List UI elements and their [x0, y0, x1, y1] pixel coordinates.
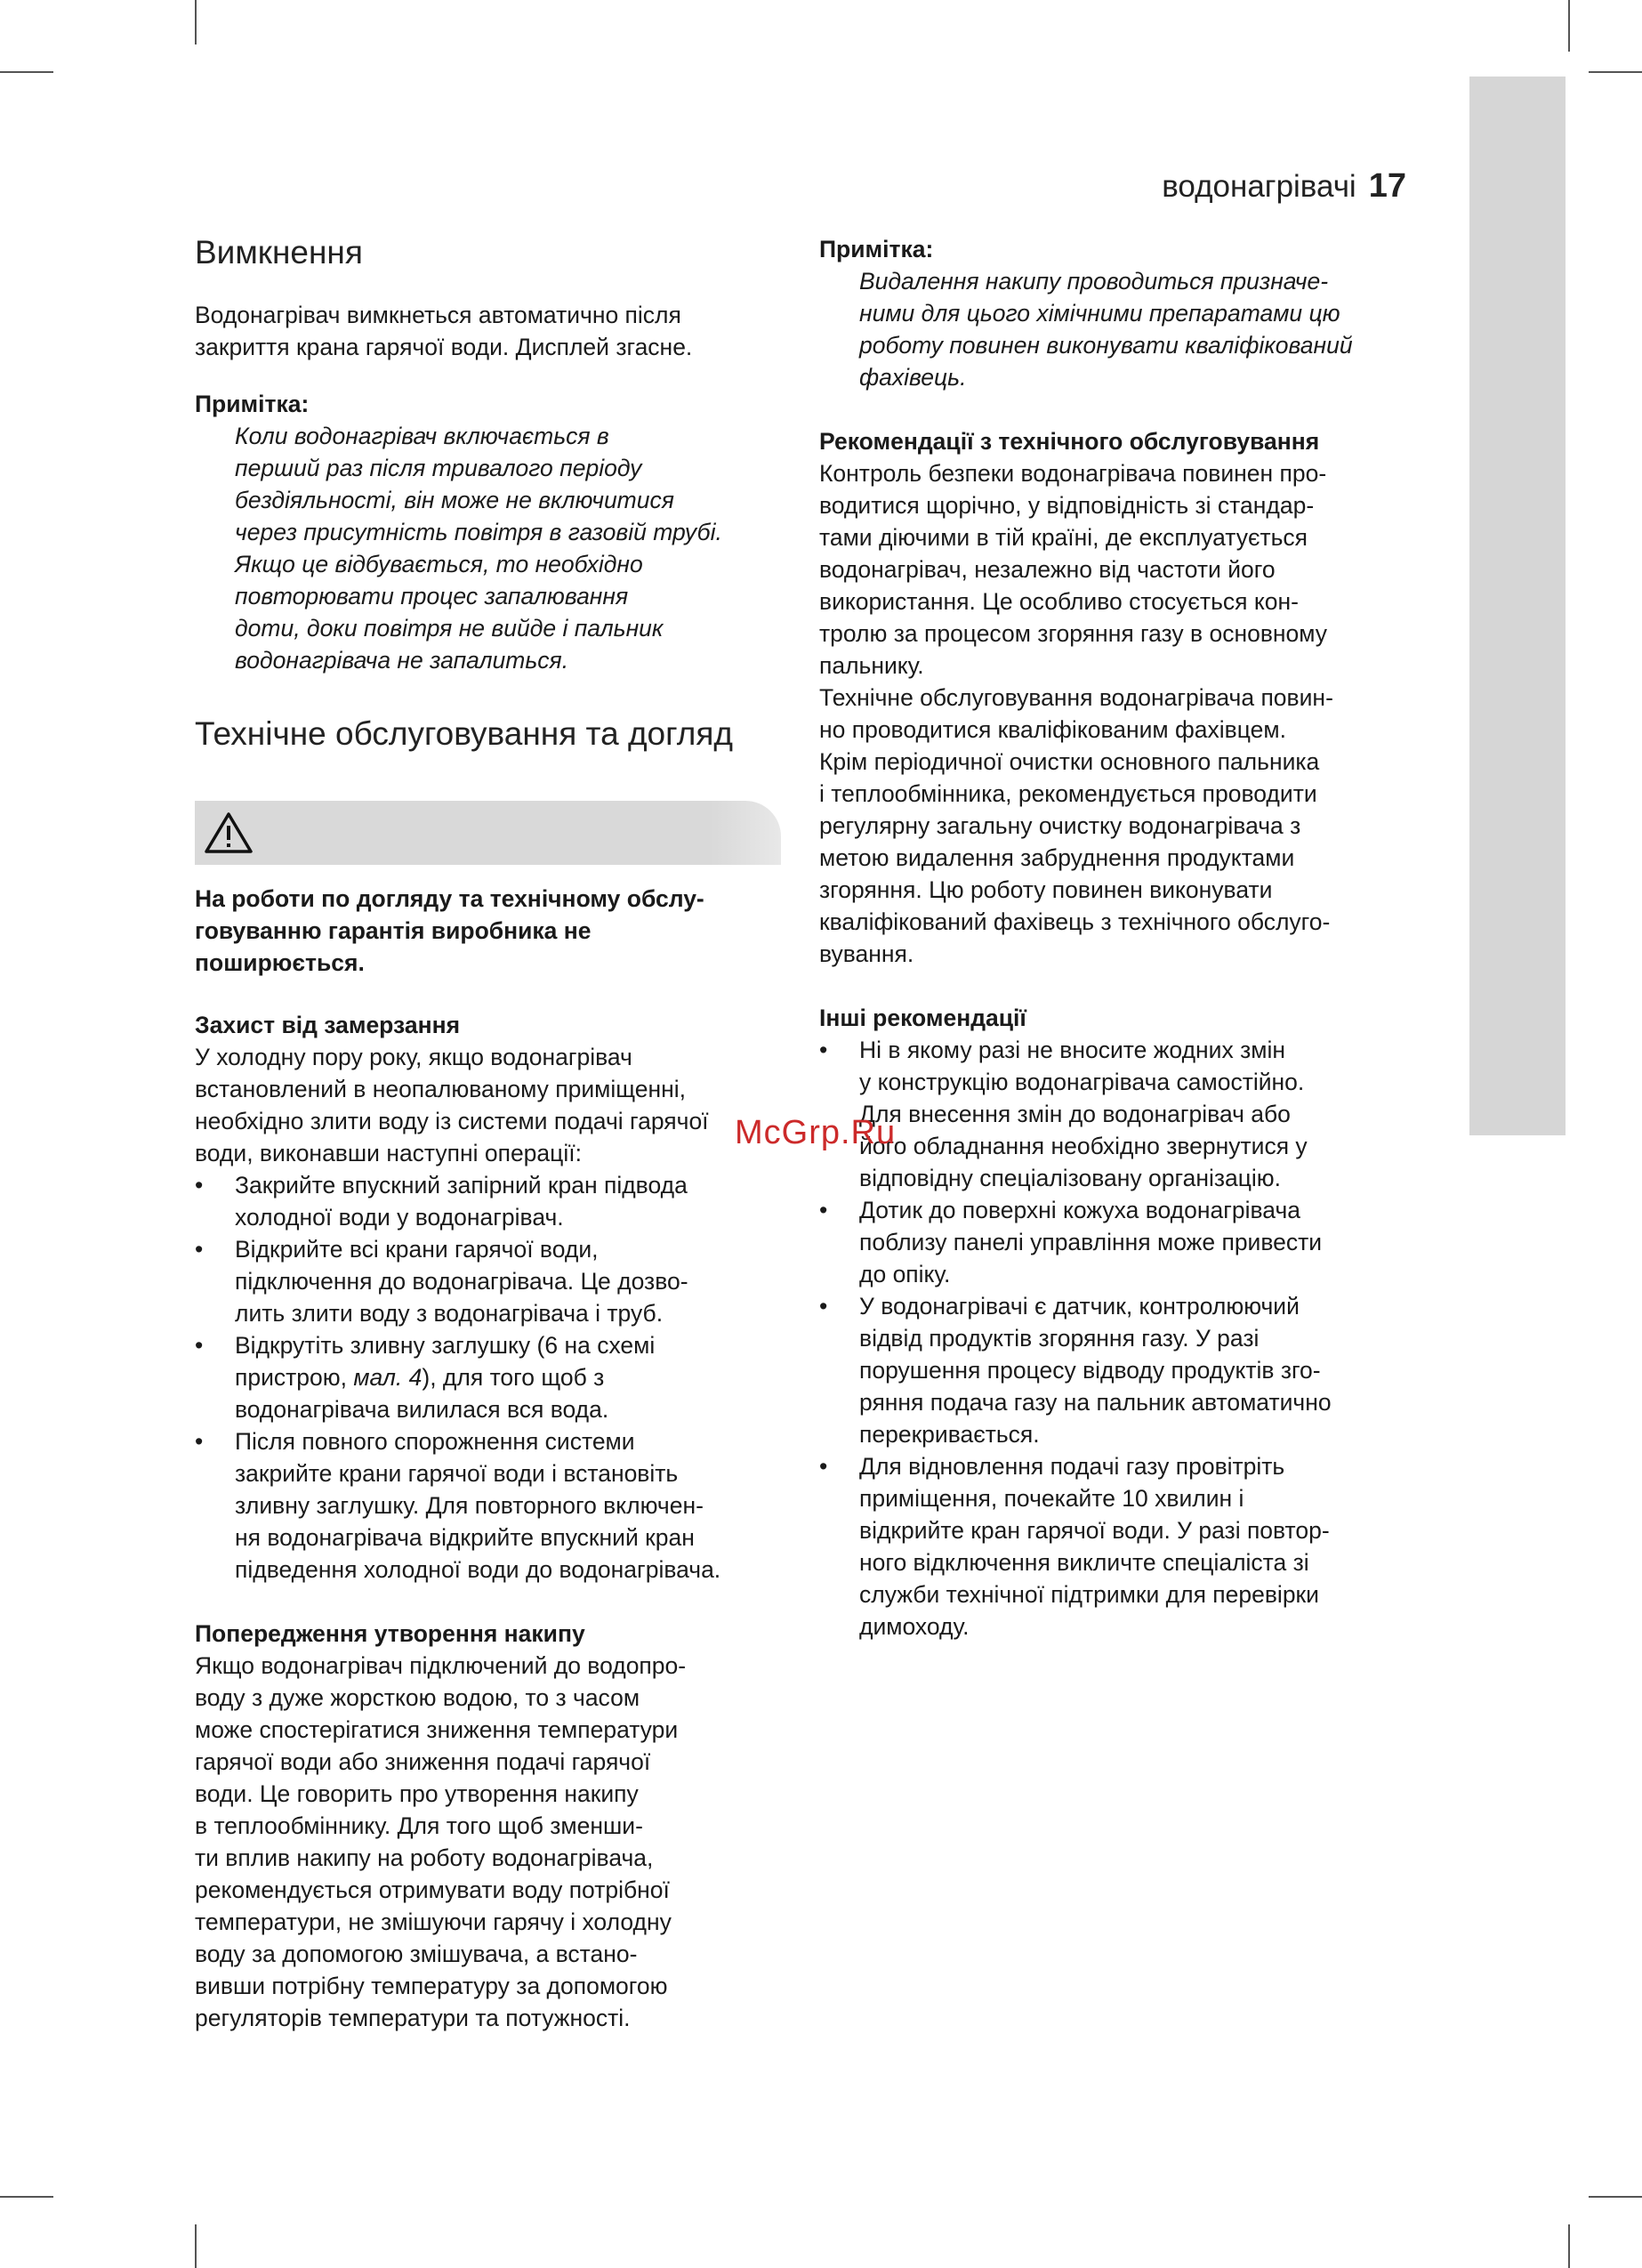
text-line: поблизу панелі управління може привести: [859, 1229, 1323, 1255]
text-line: і теплообмінника, рекомендується проводити: [819, 780, 1317, 807]
text-line: згоряння. Цю роботу повинен виконувати: [819, 876, 1273, 903]
crop-mark: [195, 2224, 197, 2268]
header-title: водонагрівачі: [1162, 169, 1356, 204]
note-label: Примітка:: [195, 391, 310, 417]
bullet-icon: •: [819, 1197, 828, 1223]
list-item: [819, 1290, 1406, 1450]
bullet-list: [819, 1034, 1406, 1642]
text-line: ня водонагрівача відкрийте впускний кран: [235, 1524, 695, 1551]
list-item: [195, 1425, 782, 1586]
crop-mark: [0, 2196, 53, 2198]
text-line: Відкрутіть зливну заглушку (6 на схемі: [235, 1332, 656, 1359]
text-line: вування.: [819, 940, 914, 967]
crop-mark: [0, 71, 53, 73]
text-line: воду з дуже жорсткою водою, то з часом: [195, 1684, 640, 1711]
text-line: говуванню гарантія виробника не: [195, 917, 592, 944]
paragraph: [195, 299, 782, 363]
text-line: температури, не змішуючи гарячу і холодну: [195, 1909, 672, 1935]
text-line: може спостерігатися зниження температури: [195, 1716, 679, 1743]
section-frost: [195, 1009, 782, 1586]
text-line: водонагрівача не запалиться.: [235, 647, 569, 674]
text-line: димоходу.: [859, 1613, 970, 1640]
text-line: водитися щорічно, у відповідність зі стандар-: [819, 492, 1315, 519]
text-line: води. Це говорить про утворення накипу: [195, 1780, 639, 1807]
text-line: до опіку.: [859, 1261, 951, 1287]
text-line: тами діючими в тій країні, де експлуатується: [819, 524, 1308, 551]
text-line: лить злити воду з водонагрівача і труб.: [235, 1300, 664, 1327]
crop-mark: [1589, 2196, 1642, 2198]
text-line: тролю за процесом згоряння газу в основному: [819, 620, 1328, 647]
text-line: відповідну спеціалізовану організацію.: [859, 1165, 1282, 1191]
text-line: Контроль безпеки водонагрівача повинен про-: [819, 460, 1327, 487]
text-line: водонагрівач, незалежно від частоти його: [819, 556, 1276, 583]
text-line: Для відновлення подачі газу провітріть: [859, 1453, 1285, 1480]
list-item: [819, 1034, 1406, 1194]
text-line: служби технічної підтримки для перевірки: [859, 1581, 1319, 1608]
list-item: [195, 1329, 782, 1425]
text-line: в теплообміннику. Для того щоб зменши-: [195, 1812, 643, 1839]
note-label: Примітка:: [819, 236, 934, 262]
text-line: ти вплив накипу на роботу водонагрівача,: [195, 1844, 654, 1871]
text-line: гарячої води або зниження подачі гарячої: [195, 1748, 651, 1775]
subsection-title: Інші рекомендації: [819, 1005, 1026, 1031]
text-line: но проводитися кваліфікованим фахівцем.: [819, 716, 1286, 743]
section-service: [819, 425, 1406, 970]
section-maintenance: [195, 714, 782, 754]
list-item: [819, 1194, 1406, 1290]
figure-reference: мал. 4: [353, 1364, 423, 1391]
text-line: закриття крана гарячої води. Дисплей згасне.: [195, 334, 693, 360]
warning-icon: [204, 811, 254, 854]
text-line: через присутність повітря в газовій трубі.: [235, 519, 722, 545]
text-line: підключення до водонагрівача. Це дозво-: [235, 1268, 688, 1295]
text-line: перший раз після тривалого періоду: [235, 455, 642, 481]
text-line: підведення холодної води до водонагрівача.: [235, 1556, 721, 1583]
note-text: [195, 420, 782, 676]
text-line: Дотик до поверхні кожуха водонагрівача: [859, 1197, 1300, 1223]
text-line: Видалення накипу проводиться призначе-: [859, 268, 1329, 295]
text-line: Закрийте впускний запірний кран підвода: [235, 1172, 688, 1199]
text-line: холодної води у водонагрівач.: [235, 1204, 564, 1231]
bullet-icon: •: [819, 1037, 828, 1063]
note-text: [819, 265, 1406, 393]
list-item: [195, 1233, 782, 1329]
text-line: бездіяльності, він може не включитися: [235, 487, 674, 513]
text-line: води, виконавши наступні операції:: [195, 1140, 582, 1166]
text-line: Після повного спорожнення системи: [235, 1428, 635, 1455]
paragraph: [195, 1041, 782, 1169]
text-line: повторювати процес запалювання: [235, 583, 629, 609]
bullet-icon: •: [195, 1236, 204, 1263]
text-line: Коли водонагрівач включається в: [235, 423, 609, 449]
text-line: На роботи по догляду та технічному обслу-: [195, 885, 704, 912]
section-title: Вимкнення: [195, 234, 363, 270]
text-line: рекомендується отримувати воду потрібної: [195, 1877, 670, 1903]
crop-mark: [1568, 2224, 1570, 2268]
text-line: Водонагрівач вимкнеться автоматично після: [195, 302, 681, 328]
section-off: [195, 233, 782, 676]
text-line: фахівець.: [859, 364, 967, 391]
text-line: регулярну загальну очистку водонагрівача з: [819, 812, 1301, 839]
text-line: доти, доки повітря не вийде і пальник: [235, 615, 664, 642]
text-line: Технічне обслуговування водонагрівача повин-: [819, 684, 1333, 711]
subsection-title: Рекомендації з технічного обслуговування: [819, 428, 1320, 455]
text-line: використання. Це особливо стосується кон-: [819, 588, 1299, 615]
text-span: ), для того щоб з: [422, 1364, 605, 1391]
list-item: [819, 1450, 1406, 1642]
text-line: перекривається.: [859, 1421, 1040, 1448]
text-line: Крім періодичної очистки основного пальника: [819, 748, 1320, 775]
crop-mark: [1568, 0, 1570, 52]
section-other: [819, 1002, 1406, 1642]
text-line: у конструкцію водонагрівача самостійно.: [859, 1069, 1305, 1095]
section-title: Технічне обслуговування та догляд: [195, 715, 734, 752]
list-item: [195, 1169, 782, 1233]
page-number: 17: [1368, 167, 1406, 205]
warning-bar: [195, 801, 781, 865]
text-line: ного відключення викличте спеціаліста зі: [859, 1549, 1309, 1576]
text-line: відвід продуктів згоряння газу. У разі: [859, 1325, 1260, 1352]
text-line: ряння подача газу на пальник автоматично: [859, 1389, 1332, 1416]
section-tab: [1469, 77, 1566, 1135]
text-line: водонагрівача вилилася вся вода.: [235, 1396, 609, 1423]
text-line: Ні в якому разі не вносите жодних змін: [859, 1037, 1285, 1063]
bullet-icon: •: [819, 1293, 828, 1320]
subsection-title: Попередження утворення накипу: [195, 1620, 585, 1647]
text-line: зливну заглушку. Для повторного включен-: [235, 1492, 704, 1519]
bullet-icon: •: [195, 1332, 204, 1359]
bullet-icon: •: [195, 1428, 204, 1455]
warning-text: [195, 883, 782, 979]
paragraph: [819, 457, 1406, 970]
page-header: [1162, 167, 1406, 206]
text-line: вивши потрібну температуру за допомогою: [195, 1973, 668, 1999]
text-line: У водонагрівачі є датчик, контролюючий: [859, 1293, 1300, 1320]
subsection-title: Захист від замерзання: [195, 1012, 461, 1038]
crop-mark: [1589, 71, 1642, 73]
bullet-icon: •: [195, 1172, 204, 1199]
section-scale: [195, 1618, 782, 2034]
text-line: Якщо водонагрівач підключений до водопро-: [195, 1652, 687, 1679]
text-line: приміщення, почекайте 10 хвилин і: [859, 1485, 1244, 1512]
bullet-list: [195, 1169, 782, 1586]
text-span: пристрою,: [235, 1364, 354, 1391]
text-line: метою видалення забруднення продуктами: [819, 844, 1295, 871]
text-line: Для внесення змін до водонагрівач або: [859, 1101, 1291, 1127]
bullet-icon: •: [819, 1453, 828, 1480]
crop-mark: [195, 0, 197, 44]
text-line: його обладнання необхідно звернутися у: [859, 1133, 1308, 1159]
text-line: регуляторів температури та потужності.: [195, 2005, 631, 2031]
text-line: відкрийте кран гарячої води. У разі повтор-: [859, 1517, 1330, 1544]
text-line: порушення процесу відводу продуктів зго-: [859, 1357, 1321, 1384]
paragraph: [195, 1650, 782, 2034]
text-line: Якщо це відбувається, то необхідно: [235, 551, 643, 577]
text-line: пальнику.: [819, 652, 924, 679]
watermark: McGrp.Ru: [735, 1114, 897, 1151]
text-line: встановлений в неопалюваному приміщенні,: [195, 1076, 687, 1102]
text-line: поширюється.: [195, 949, 365, 976]
text-line: ними для цього хімічними препаратами цю: [859, 300, 1340, 327]
text-line: Відкрийте всі крани гарячої води,: [235, 1236, 599, 1263]
text-line: воду за допомогою змішувача, а встано-: [195, 1941, 638, 1967]
section-note: [819, 233, 1406, 393]
text-line: закрийте крани гарячої води і встановіть: [235, 1460, 679, 1487]
text-line: необхідно злити воду із системи подачі гарячої: [195, 1108, 709, 1134]
text-line: [235, 1361, 782, 1393]
text-line: роботу повинен виконувати кваліфікований: [859, 332, 1353, 359]
text-line: кваліфікований фахівець з технічного обслуго-: [819, 908, 1331, 935]
text-line: У холодну пору року, якщо водонагрівач: [195, 1044, 632, 1070]
